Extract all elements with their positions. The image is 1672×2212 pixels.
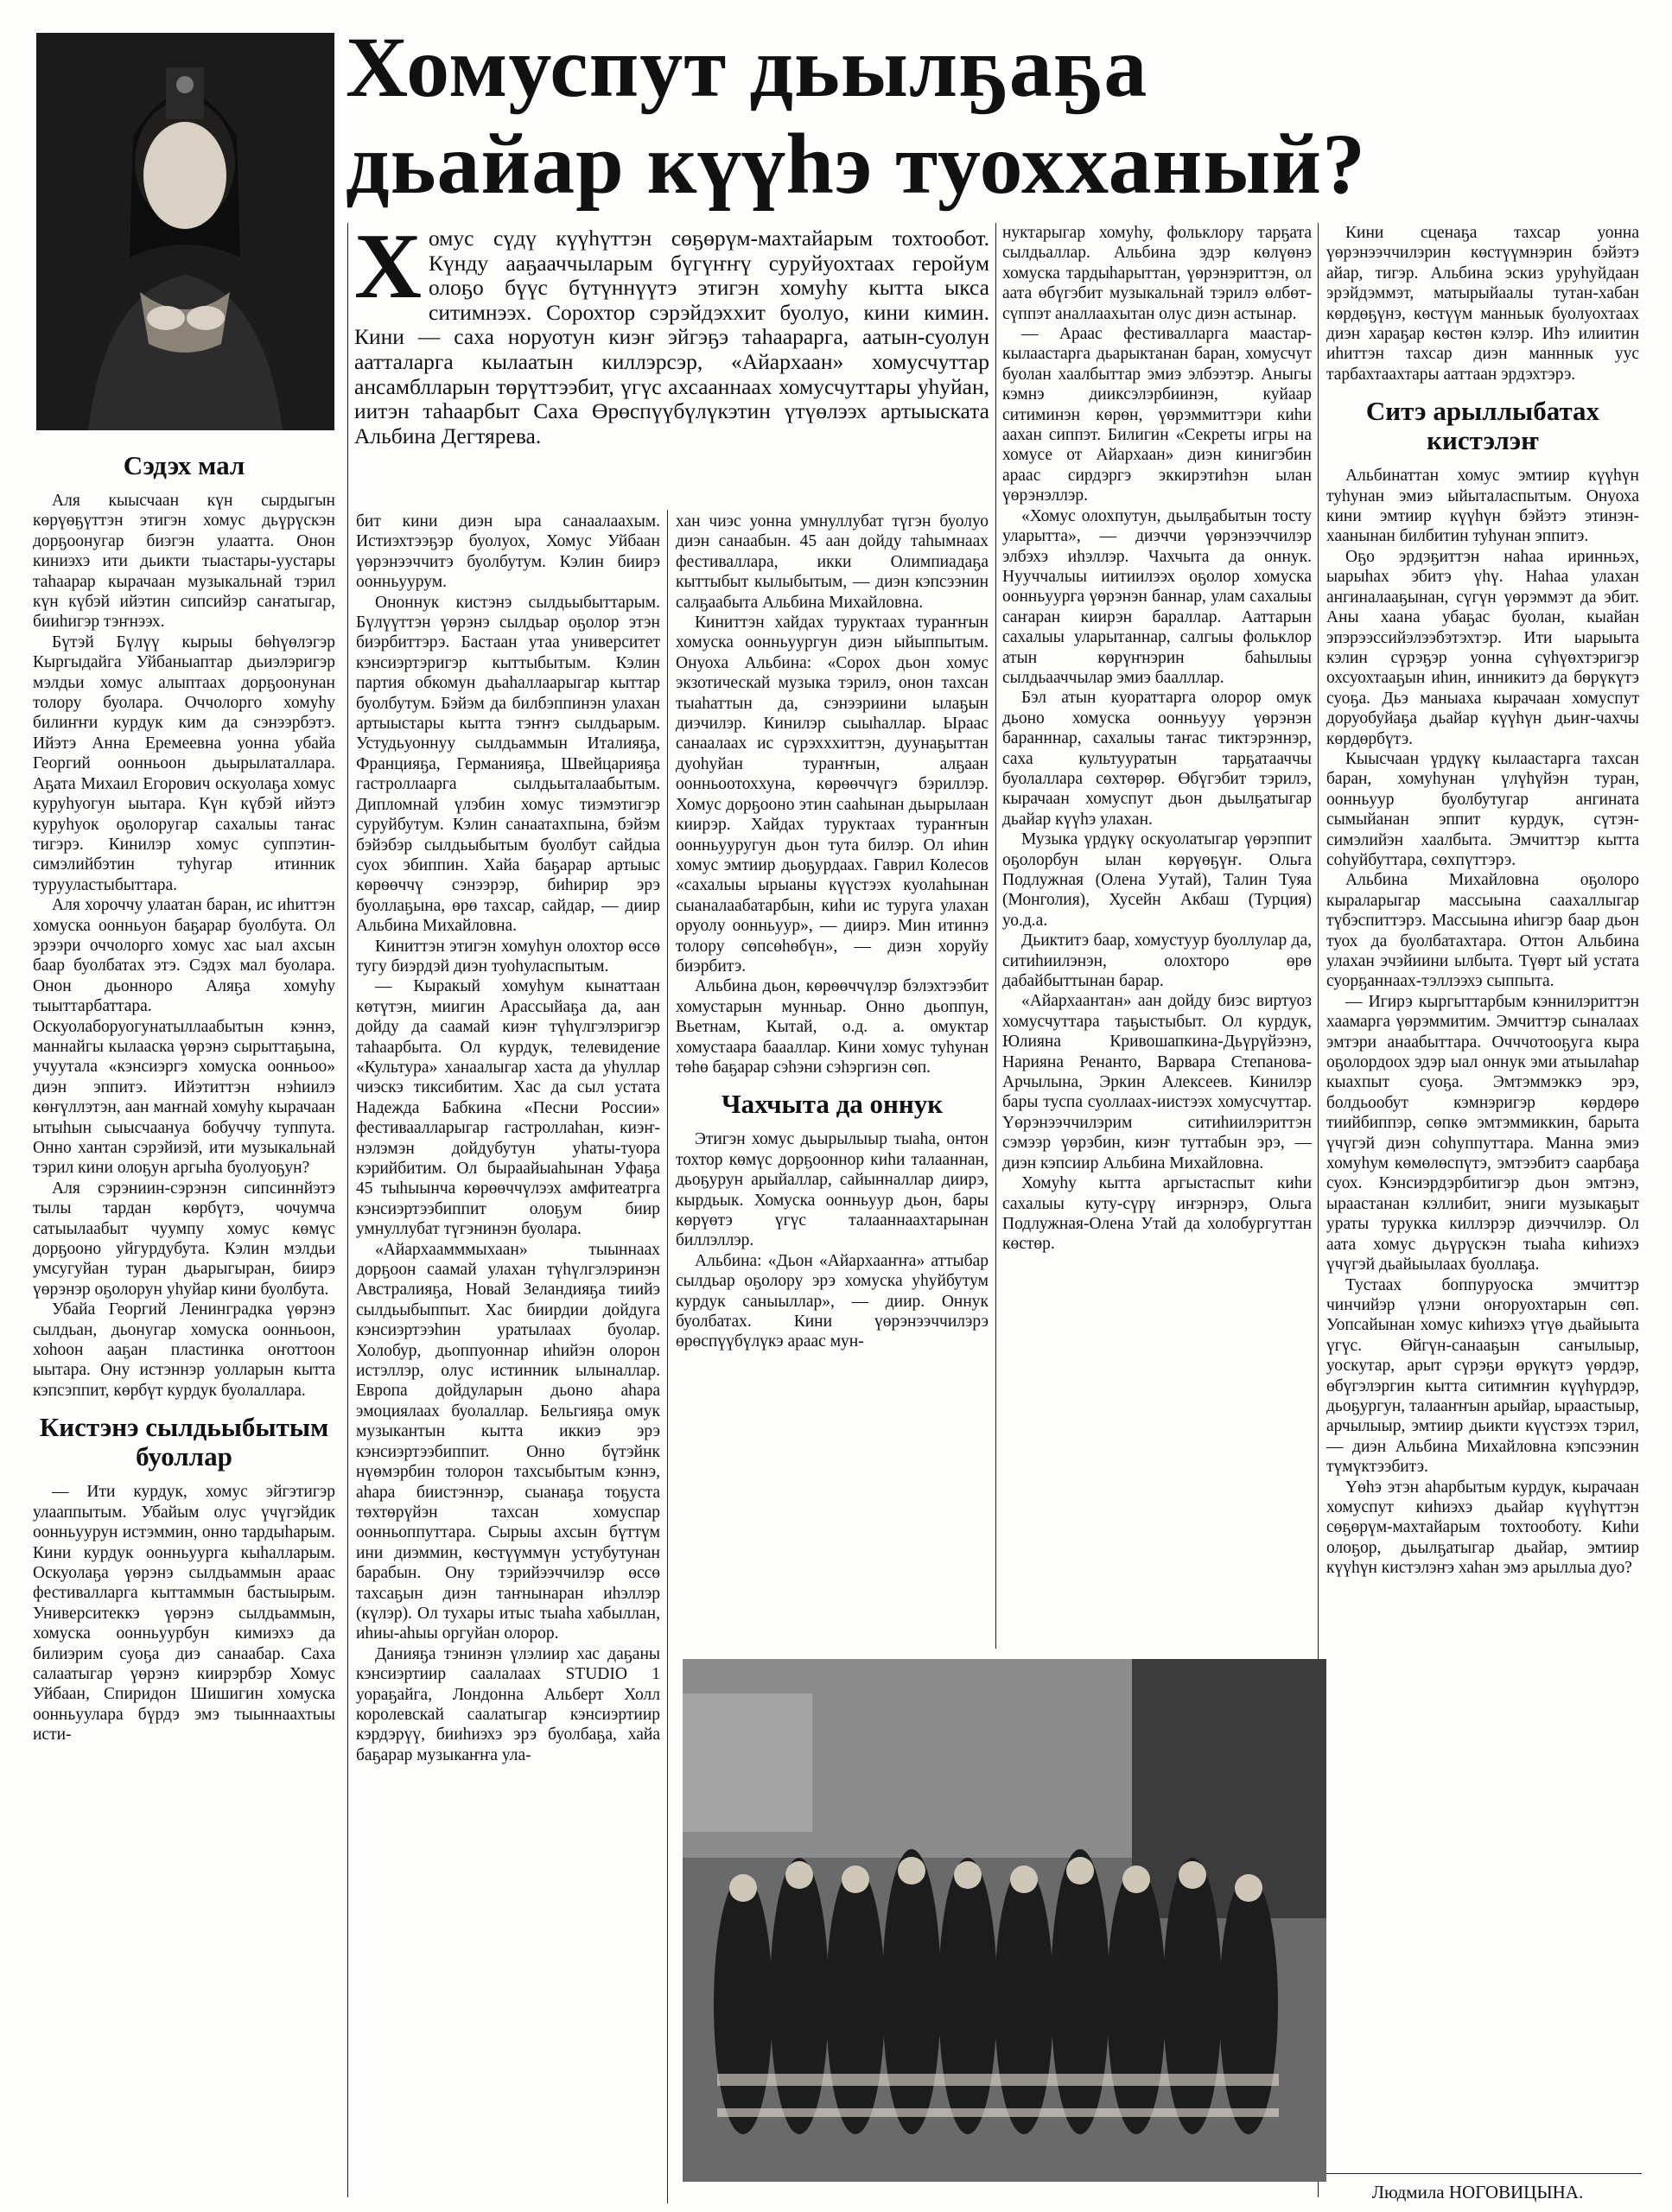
paragraph: — Ити курдук, хомус эйгэтигэр улааппытым. Убайым олус үчүгэйдик оонньуурун истэммин, онно тардыһарым. Кини курдук оонньуурга кыһалларым. Оскуолаҕа үөрэнэ сылдьаммын араас фестивалларга кыттаммын бастыырым. Университеккэ үөрэнэ сылдьаммын, хомуска оонньуурбун кимиэхэ да билиэрим суоҕа диэ санаабар. Саха салаатыгар үөрэнэ киирэрбэр Хомус Уйбаан, Спиридон Шишигин хомуска оонньуулара бүрдэ эмэ тыыннаахтыы исти- bbox=[33, 1483, 335, 1745]
paragraph: хан чиэс уонна умнуллубат түгэн буолуо диэн санаабын. 45 аан дойду таһымнаах фестиваллара, икки Олимпиадаҕа кыттыбыт кылыбытым, — диэн кэпсээнин салҕаабыта Альбина Михайловна. bbox=[676, 512, 989, 612]
portrait-photo bbox=[36, 33, 334, 430]
paragraph: Данияҕа тэнинэн үлэлиир хас даҕаны кэнсиэртиир саалалаах STUDIO 1 уораҕайга, Лондонна Альберт Холл королевскай саалатыгар кэнсиэртиир кэрдэрүү, бииһиэхэ эрэ буолбаҕа, хайа баҕарар музыкаҥҥа ула- bbox=[356, 1644, 660, 1764]
portrait-illustration bbox=[36, 33, 334, 430]
paragraph: Дьиктитэ баар, хомустуур буоллулар да, ситиһиилэнэн, олохторо өрө дабайбыттынан барар. bbox=[1002, 931, 1312, 991]
paragraph: Аля сэрэниин-сэрэнэн сипсиннйэтэ тылы тардан көрбүтэ, чочумча сатыылаабыт чуумпу хомус көмүс дорҕооно уйгурдубута. Кэлин мэлдьи умсугуйан туран дьарыгыран, биирэ үөрэнэр оҕолорун уһуйар кини буолбута. bbox=[33, 1179, 335, 1299]
paragraph: Этигэн хомус дьырылыыр тыаһа, онтон тохтор көмүс дорҕооннор киһи талааннан, дьоҕурун арыйаллар, сайынналлар диирэ, кырдьык. Хомуска оонньуур дьон, бары көрүөтэ үгүс талааннаахтарынан биллэллэр. bbox=[676, 1130, 989, 1250]
paragraph: Альбина Михайловна оҕолоро кыраларыгар массыына саахаллыгар түбэспиттэрэ. Массыына иһигэр баар дьон туох да буолбатахтара. Оттон Альбина улахан эчэйиини ылбыта. Түөрт ый устата суорҕаннаах-тэллээхэ сыппыта. bbox=[1326, 871, 1639, 991]
column-5 bbox=[1326, 223, 1639, 2171]
column-4 bbox=[1002, 223, 1312, 1649]
column-3 bbox=[676, 512, 989, 1643]
paragraph: «Хомус олохпутун, дьылҕабытын тосту уларытта», — диэччи үөрэнээччилэр элбэхэ иһэллэр. Чахчыта да оннук. Нууччалыы иитиилээх оҕолор хомуска оонньуурга үөрэнэн баннар, улам сахалыы саҥаран киирэн бараллар. Ааттарын сахалыы уларытаннар, салгыы фольклор атын көрүҥнэрин баһылыы сылдьааччылар эмиэ баалллар. bbox=[1002, 506, 1312, 687]
paragraph: Альбина дьон, көрөөччүлэр бэлэхтээбит хомустарын мунньар. Онно дьоппун, Вьетнам, Кытай, о.д. а. омуктар хомустаара баааллар. Кини хомус туһунан төһө баҕарар сэһэни сэһэргиэн сөп. bbox=[676, 977, 989, 1077]
paragraph: — Араас фестивалларга маастар-кылаастарга дьарыктанан баран, хомусчут буолан хаалбыттар эмиэ элбээтэр. Аныгы кэмнэ дииксэлэрбиинэн, куйаар ситиминэн көрөн, үөрэммиттэри киһи аахан сиппэт. Билигин «Секреты игры на хомусе от Айархаан» диэн кинигэбин араас сирдэргэ эккирэтиһэн ылан үөрэнэллэр. bbox=[1002, 325, 1312, 505]
paragraph: Кини сценаҕа тахсар уонна үөрэнээччилэрин көстүүмнэрин бэйэтэ айар, тигэр. Альбина эскиз уруһуйдаан эрэйдэммэт, матырыйаалы тутан-хабан көрдөҕүнэ, көстүүм манньык буолуохтаах диэн хараҕар көстөн кэлэр. Иһэ илиитин иһиттэн тахсар диэн манннык уус тарбахтаахтары ааттаан эрдэхтэрэ. bbox=[1326, 224, 1639, 384]
ensemble-group-photo bbox=[683, 1659, 1326, 2182]
subhead-sedekh-mal: Сэдэх мал bbox=[123, 450, 245, 480]
subhead-site-aryllybatakh: Ситэ арыллыбатах кистэлэҥ bbox=[1365, 396, 1600, 456]
paragraph: — Игирэ кыргыттарбым кэннилэриттэн хаамарга үөрэммитим. Эмчиттэр сыналаах эмтэри анаабыттара. Очччотооҕуга кыра оҕолордоох эдэр ыал оннук эми атыылаһар кыахпыт суоҕа. Эмтэммэккэ эрэ, болдьообут кэмнэригэр көрдөрө тиийбиппэр, сөпкө эмтэммиккин, барыта үчүгэй диэн соһуппуттара. Манна эмиэ хомуһум көмөлөспүтэ, эмтээбитэ саарбаҕа суох. Кэнсиэрдэрбитигэр дьон эмтэнэ, ыраастанан кэллибит, эниги музыкаҕыт ураты турукка киллэрэр диэччилэр. Ол аата хомус дьүрүскэн тыаһа киһиэхэ үчүгэй дьайыылаах буоллаҕа. bbox=[1326, 992, 1639, 1274]
headline bbox=[346, 19, 1659, 213]
paragraph: Кыысчаан үрдүкү кылаастарга тахсан баран, хомуһунан үлүһүйэн туран, оонньуур буолбутугар ангината сымыйанан эппит курдук, сүтэн-симэлийэн хаалбыта. Эмчиттэр кытта соһуйбуттара, сөхпүттэрэ. bbox=[1326, 749, 1639, 869]
subhead-kistene: Кистэнэ сылдьыбытым буоллар bbox=[39, 1412, 329, 1472]
paragraph: Убайа Георгий Ленинградка үөрэнэ сылдьан, дьонугар хомуска оонньоон, хоһоон ааҕан пластинка оҥоттоон ыытара. Ону истэннэр уолларын кытта кэпсэппит, көрбүт курдук буолаллара. bbox=[33, 1300, 335, 1400]
paragraph: «Айархаамммыхаан» тыыннаах дорҕоон саамай улахан түһүлгэлэринэн Австралияҕа, Новай Зеландияҕа тиийэ сылдьыбыппыт. Хас биирдии дойдуга кэнсиэртээһин уратылаах буолар. Холобур, дьоппуоннар иһийэн олорон истэллэр, олус истинник ылыналлар. Европа дойдуларын дьоно аһара эмоциялаах буолаллар. Бельгияҕа омук музыкантын кытта иккиэ эрэ кэнсиэртээбиппит. Онно бүтэйнк нүөмэрбин толорон тахсыбытым кэннэ, аһара биистэннэр, сыанаҕа тоҕуста төхтөрүйэн тахсан хомуспар оонньоппуттара. Сырыы ахсын бүттүм ини диэммин, көстүүммүн устубутунан барабын. Ону тэрийээччилэр өссө тахсаҕын диэн таҥнынаран иһэллэр (күлэр). Ол тухары итыс тыаһа хабыллан, иһиы-аһыы оргуйан олорор. bbox=[356, 1240, 660, 1643]
paragraph: «Айархаантан» аан дойду биэс виртуоз хомусчуттара таҕыстыбыт. Ол курдук, Юлияна Кривошапкина-Дьүрүйээнэ, Нарияна Ренанто, Варвара Степанова-Арчылына, Эркин Алексеев. Кинилэр бары туспа суоллаах-иистээх хомусчуттар. Үөрэнээччилэрим ситиһиилэриттэн сэмээр үөрэбин, киэҥ туттабын эрэ, — диэн кэпсиир Альбина Михайловна. bbox=[1002, 992, 1312, 1173]
paragraph: Хомуһу кытта аргыстаспыт киһи сахалыы куту-сүрү иҥэрнэрэ, Ольга Подлужная-Олена Утай да холобургуттан көстөр. bbox=[1002, 1174, 1312, 1254]
headline-line-2: дьайар күүһэ туохханый? bbox=[346, 116, 1366, 212]
byline: Людмила НОГОВИЦЫНА. bbox=[1371, 2182, 1584, 2202]
paragraph: Альбина: «Дьон «Айархааҥҥа» аттыбар сылдьар оҕолору эрэ хомуска уһуйбутум курдук саныыллар», — диир. Оннук буолбатах. Кини үөрэнээччилэрэ өрөспүүбүлүкэ араас мун- bbox=[676, 1251, 989, 1351]
paragraph: Тустаах боппуруоска эмчиттэр чинчийэр үлэни оҥоруохтарын сөп. Уопсайынан хомус киһиэхэ үтүө дьайыыта үгүс. Өйгүн-санааҕын саҥылыыр, уоскутар, арыт сүрэҕи өрүкүтэ үөрдэр, өбүгэлэргин кытта ситимҥин күүһүрдэр, дьоҕургун, талааҥҥын арыйар, ыраастыыр, арчылыыр, эмтиир дьикти күүстээх тэрил, — диэн Альбина Михайловна кэпсээнин түмүктээбитэ. bbox=[1326, 1275, 1639, 1477]
paragraph: — Кыракый хомуһум кынаттаан көтүтэн, миигин Арассыйаҕа да, аан дойду да саамай киэҥ түһүлгэлэригэр таһаарбыта. Ол курдук, телевидение «Культура» ханаалыгар хаста да уһуллар чиэскэ тиксибитим. Хас да сыл устата Надежда Бабкина «Песни России» фестиваалларыгар гастроллаһан, киэҥ-нэлэмэн дойдубутун уһаты-туора кэрийбитим. Ол быраайыаһынан Уфаҕа 45 тыһыынча көрөөччүлээх амфитеатрга кэнсиэртээбиппит олоҕум биир умнуллубат түгэнинэн буолара. bbox=[356, 977, 660, 1239]
paragraph: Бэл атын куораттарга олорор омук дьоно хомуска оонньууу үөрэнэн баранннар, сахалыы таҥас тиктэрэннэр, саха культууратын тарҕатааччы буолаллара сөхтөрөр. Өбүгэбит тэрилэ, кырачаан хомуспут дьон дьылҕатыгар дьайар күүһэ улахан. bbox=[1002, 689, 1312, 829]
headline-line-1: Хомуспут дьылҕаҕа bbox=[346, 19, 1148, 115]
paragraph: Киниттэн этигэн хомуһун олохтор өссө тугу биэрдэй диэн туоһуласпытым. bbox=[356, 937, 660, 976]
subhead-chakhchyta: Чахчыта да оннук bbox=[721, 1089, 944, 1120]
column-rule bbox=[347, 223, 348, 2197]
paragraph: Оҕо эрдэҕиттэн наһаа иринньэх, ыарыһах эбитэ үһү. Наһаа улахан ангиналааҕынан, сүгүн үөрэммэт да эбит. Аны хаана убаҕас буолан, кыайан эпэрээссийэлээбэтэхтэр. Ити ыарыыта кэлин сүрэҕэр уонна сүһүөхтэригэр охсуохтааҕын иһин, инникитэ да бөрүкүтэ суоҕа. Дьэ маныаха кырачаан хомуспут доруобуйаҕа дьайар күүһүн дьиҥ-чахчы көрдөрбүтэ. bbox=[1326, 547, 1639, 748]
lead-text: омус сүдү күүһүттэн сөҕөрүм-махтайарым тохтообот. Күнду ааҕааччыларым бүгүҥҥү суруйуохтаах геройум олоҕо бүүс бүтүннүүтэ этигэн хомуһу кытта ыкса ситимнээх. Сорохтор сэрэйдэххит буолуо, кини кимин. Кини — саха норуотун киэҥ эйгэҕэ таһаарарга, аатын-суолун аатталарга кылаатын киллэрсэр, «Айархаан» хомусчуттар ансамблларын төрүттээбит, үгүс ахсааннаах хомусчуттары уһуйан, иитэн таһаарбыт Саха Өрөспүүбүлүкэтин үтүөлээх артыыската Альбина Дегтярева. bbox=[354, 226, 989, 448]
paragraph: Аля хороччу улаатан баран, ис иһиттэн хомуска оонньуон баҕарар буолбута. Ол эрээри оччолорго хомус хас ыал ахсын баар буолбатах этэ. Сэдэх мал буолара. Онон дьонноро Аляҕа хомуһу тыыттарбаттара. Оскуолаборуогунатыллаабытын кэннэ, маннайгы кылааска үөрэнэ сырыттаҕына, учуутала «кэнсиэргэ хомуска оонньоо» диэн эппитэ. Ийэтиттэн нэһиилэ көҥүллэтэн, аан маҥнай хомуһу кырачаан ытыһын сыысчаануа бобуччу туппута. Онно хантан сэрэйиэй, ити музыкальнай тэрил кини олоҕун аргыһа буолуоҕун? bbox=[33, 896, 335, 1178]
paragraph: Ононнук кистэнэ сылдьыбыттарым. Бүлүүттэн үөрэнэ сылдьар оҕолор этэн биэрбиттэрэ. Бастаан утаа университет кэнсиэртэригэр кыттыбытым. Кэлин партия обкомун дьаһаллаарыгар кыттар буолбутум. Бэйэм да билбэппинэн улахан артыыстары кытта тэҥҥэ сылдьарым. Устудьуоннуу сылдьаммын Италияҕа, Францияҕа, Германияҕа, Швейцарияҕа гастроллаарга сылдьыталаабытым. Дипломнай үлэбин хомус тиэмэтигэр суруйбутум. Кэлин санаатахпына, бэйэм бэйэбэр сылдьыбытым буолбут сайдыа суох эбиппин. Хайа баҕарар артыыс көрөөччү сэнээрэр, биһирир эрэ буоллаҕына, өрө тахсар, сайдар, — диир Альбина Михайловна. bbox=[356, 593, 660, 936]
paragraph: Музыка үрдүкү оскуолатыгар үөрэппит оҕолорбун ылан көрүөҕүҥ. Ольга Подлужная (Олена Уутай), Талин Туяа (Монголия), Хусейн Акбаш (Турция) уо.д.а. bbox=[1002, 830, 1312, 930]
paragraph: нуктарыгар хомуһу, фольклору тарҕата сылдьаллар. Альбина эдэр көлүөнэ хомуска тардыһарыттан, үөрэнэриттэн, ол аата өбүгэбит музыкальнай тэрилэ өлбөт-сүппэт аналлаахытан олус диэн астынар. bbox=[1002, 224, 1312, 323]
paragraph: Үөһэ этэн аһарбытым курдук, кырачаан хомуспут киһиэхэ дьайар күүһүттэн сөҕөрүм-махтайарым тохтооботу. Киһи олоҕор, дьылҕатыгар дьайар, эмтиир күүһүн кистэлэҥэ хаһан эмэ арыллыа дуо? bbox=[1326, 1478, 1639, 1578]
column-rule bbox=[667, 510, 668, 2203]
paragraph: Аля кыысчаан күн сырдыгын көрүөҕүттэн этигэн хомус дьүрүскэн дорҕоонугар биэгэн улаатта. Онон киниэхэ ити дьикти тыастары-уустары таһаарар кырачаан музыкальнай тэрил күн күбэй ийэтин сипсийэр саҥатыгар, бииһигэр тэҥнээх. bbox=[33, 492, 335, 632]
column-2 bbox=[356, 512, 660, 2196]
ensemble-illustration bbox=[683, 1659, 1326, 2182]
column-1 bbox=[33, 439, 335, 2202]
paragraph: бит кини диэн ыра санаалаахым. Истиэхтээҕэр буолуох, Хомус Уйбаан үөрэнээччитэ буолбутум. Кэлин биирэ оонньуурум. bbox=[356, 512, 660, 592]
paragraph: Киниттэн хайдах туруктаах тураҥҥын хомуска оонньуургун диэн ыйыппытым. Онуоха Альбина: «Сорох дьон хомус экзотическай музыка тэрилэ, онон тахсан тыаһаттын да, сэнээриини ылаҕын диэчилэр. Кинилэр сыыһаллар. Ыраас санаалаах ис сүрэхххиттэн, дуунаҕыттан дуоһуйан тураҥҥын, алҕаан оонньоотоххуна, көрөөччүгэ бэриллэр. Хомус дорҕооно этин сааһынан дьырылаан киирэр. Хайдах туруктаах тураҥҥын оонньууругун дьон тута билэр. Ол иһин хомус эмтиир дьоҕурдаах. Гаврил Колесов «сахалыы ырыаны күүстээх куолаһынан сыаналаабатарбын, киһи ис туруга улахан оруолу оонньуур», — диирэ. Мин итиннэ толору сөпсөһөбүн», — диэн хоруйу биэрбитэ. bbox=[676, 613, 989, 976]
lead-paragraph bbox=[354, 215, 989, 448]
paragraph: Альбинаттан хомус эмтиир күүһүн туһунан эмиэ ыйыталаспытым. Онуоха кини эмтиир күүһүн бэйэтэ этинэн-хаанынан билбитин туһунан эппитэ. bbox=[1326, 467, 1639, 546]
drop-cap: Х bbox=[354, 215, 422, 318]
paragraph: Бүтэй Бүлүү кырыы бөһүөлэгэр Кыргыдайга Уйбаныаптар дьиэлэригэр мэлдьи хомус алыптаах дорҕоонунан толору буолара. Оччолорго хомуһу билиҥҥи курдук ким да сэнээрбэтэ. Ийэтэ Анна Еремеевна уонна убайа Георгий оонньоон дьырылаталлара. Аҕата Михаил Егорович оскуолаҕа хомус куруһуогун ыытара. Күн күбэй ийэтэ куруһуок оҕолоругар сахалыы таҥас тигэрэ. Кинилэр хомус суппэтин-симэлийбэтин туһугар итинник турууластыбыттара. bbox=[33, 632, 335, 894]
byline-rule bbox=[1326, 2173, 1642, 2174]
column-rule bbox=[995, 223, 996, 1649]
